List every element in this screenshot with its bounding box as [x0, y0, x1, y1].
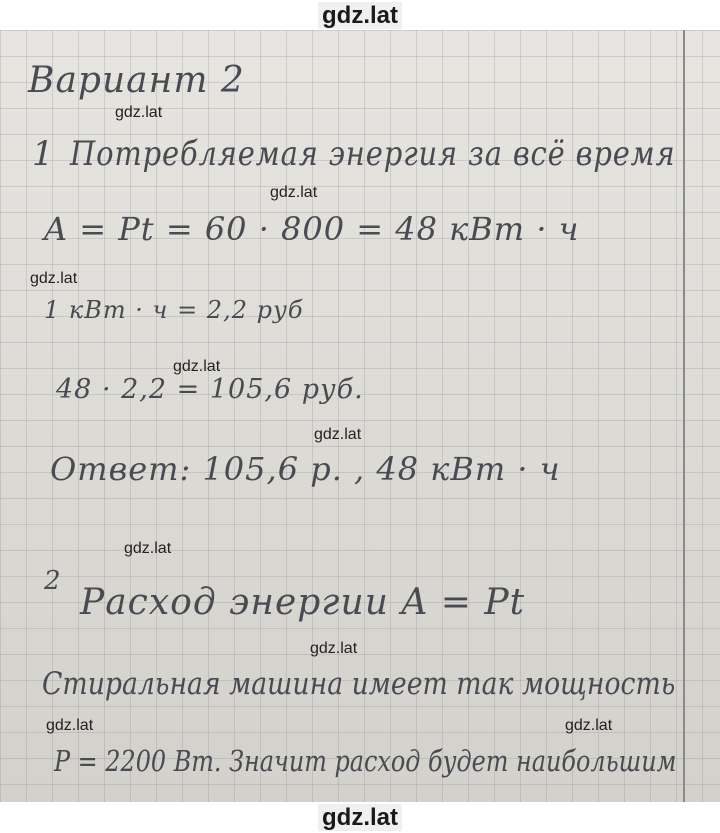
watermark-label: gdz.lat	[115, 104, 163, 121]
task1-number: 1	[32, 134, 55, 174]
watermark-label: gdz.lat	[565, 717, 613, 734]
task2-line1: Расход энергии A = Pt	[80, 582, 526, 623]
watermark-label: gdz.lat	[270, 184, 318, 201]
watermark-label: gdz.lat	[30, 270, 78, 287]
task1-text: Потребляемая энергия за всё время	[70, 134, 676, 174]
task2-line2: Стиральная машина имеет так мощность	[42, 666, 676, 702]
task2-number: 2	[44, 566, 62, 596]
task1-answer: Ответ: 105,6 р. , 48 кВт · ч	[50, 450, 561, 488]
watermark-label: gdz.lat	[124, 540, 172, 557]
task1-formula: A = Pt = 60 · 800 = 48 кВт · ч	[44, 210, 580, 248]
task1-rate: 1 кВт · ч = 2,2 руб	[44, 296, 304, 324]
watermark-bottom: gdz.lat	[0, 804, 720, 832]
notebook-margin-line	[683, 30, 685, 802]
notebook-heading: Вариант 2	[28, 60, 245, 101]
watermark-label: gdz.lat	[310, 640, 358, 657]
watermark-top: gdz.lat	[0, 2, 720, 30]
watermark-label: gdz.lat	[173, 358, 221, 375]
task2-line3: P = 2200 Вт. Значит расход будет наибольшим	[54, 744, 677, 778]
watermark-label: gdz.lat	[314, 426, 362, 443]
watermark-label: gdz.lat	[46, 717, 94, 734]
task1-cost: 48 · 2,2 = 105,6 руб.	[56, 374, 364, 405]
notebook-photo	[0, 30, 720, 802]
